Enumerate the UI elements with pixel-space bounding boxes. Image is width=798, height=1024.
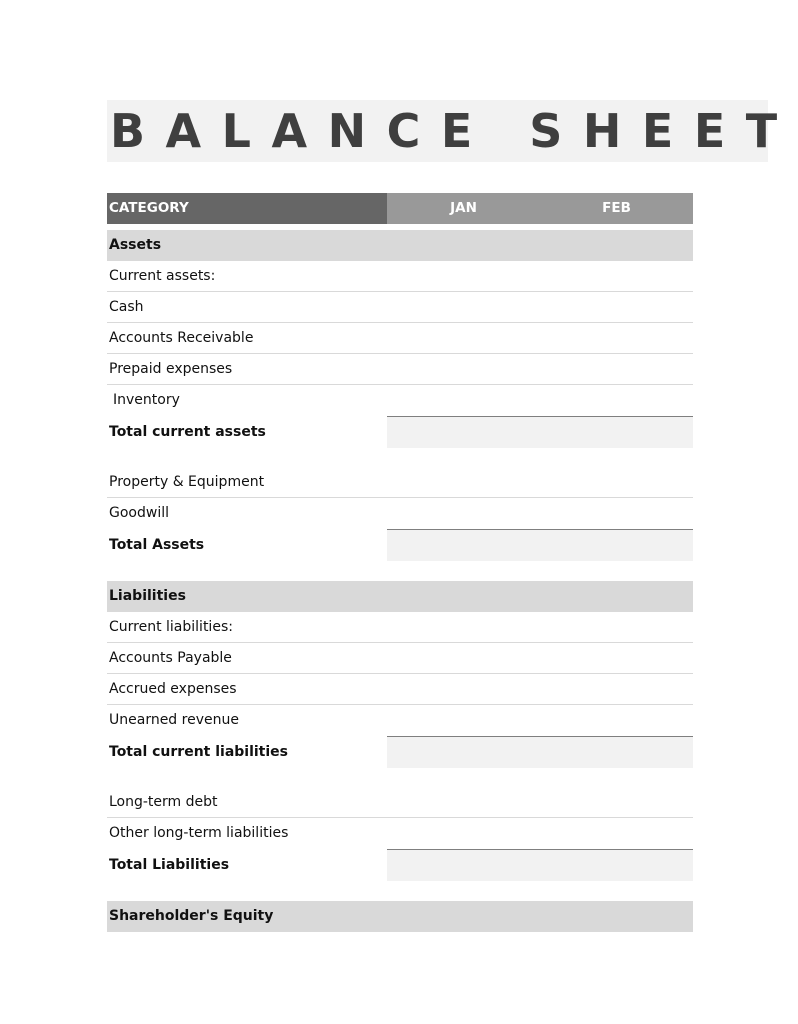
table-header-row [107,193,693,224]
total-label[interactable]: Total Liabilities [109,857,230,873]
title-container [107,100,798,162]
table-row [107,705,693,736]
table-row [107,385,693,416]
value-cell[interactable] [387,323,693,353]
table-row [107,261,693,292]
section-header-liabilities [107,581,693,612]
section-label[interactable]: Liabilities [109,588,186,604]
spacer [107,881,693,901]
table-row [107,323,693,354]
row-label[interactable]: Accrued expenses [109,681,237,697]
row-label[interactable]: Current liabilities: [109,619,233,635]
table-row [107,612,693,643]
row-label[interactable]: Property & Equipment [109,474,265,490]
page-title: BALANCE SHEET [110,104,798,158]
column-header-category[interactable]: CATEGORY [107,193,387,224]
total-row [107,529,693,561]
value-cell[interactable] [387,385,693,416]
section-value-cell[interactable] [387,581,693,612]
total-label[interactable]: Total Assets [109,537,205,553]
row-label[interactable]: Accounts Payable [109,650,232,666]
table-row [107,292,693,323]
spacer [107,561,693,581]
total-row [107,416,693,448]
spacer [107,448,693,467]
month-header-group [387,193,693,224]
value-cell[interactable] [387,261,693,291]
row-label[interactable]: Cash [109,299,144,315]
row-label[interactable]: Unearned revenue [109,712,239,728]
table-row [107,354,693,385]
total-value-cell[interactable] [387,416,693,448]
value-cell[interactable] [387,354,693,384]
row-label[interactable]: Long-term debt [109,794,218,810]
section-value-cell[interactable] [387,901,693,932]
table-row [107,818,693,849]
row-label[interactable]: Inventory [113,392,180,408]
balance-sheet-table [107,193,693,932]
section-value-cell[interactable] [387,230,693,261]
spacer [107,768,693,787]
total-value-cell[interactable] [387,736,693,768]
section-label[interactable]: Assets [109,237,162,253]
total-row [107,849,693,881]
total-value-cell[interactable] [387,849,693,881]
total-label[interactable]: Total current assets [109,424,266,440]
row-label[interactable]: Goodwill [109,505,169,521]
value-cell[interactable] [387,787,693,817]
row-label[interactable]: Accounts Receivable [109,330,254,346]
column-header-jan[interactable]: JAN [450,200,477,216]
table-row [107,787,693,818]
table-row [107,674,693,705]
value-cell[interactable] [387,674,693,704]
section-header-assets [107,230,693,261]
value-cell[interactable] [387,705,693,736]
value-cell[interactable] [387,467,693,497]
total-label[interactable]: Total current liabilities [109,744,289,760]
column-header-feb[interactable]: FEB [602,200,631,216]
row-label[interactable]: Current assets: [109,268,216,284]
table-row [107,467,693,498]
value-cell[interactable] [387,612,693,642]
table-row [107,643,693,674]
value-cell[interactable] [387,643,693,673]
value-cell[interactable] [387,818,693,849]
total-row [107,736,693,768]
value-cell[interactable] [387,292,693,322]
row-label[interactable]: Prepaid expenses [109,361,233,377]
table-row [107,498,693,529]
section-label[interactable]: Shareholder's Equity [109,908,274,924]
total-value-cell[interactable] [387,529,693,561]
section-header-equity [107,901,693,932]
row-label[interactable]: Other long-term liabilities [109,825,289,841]
value-cell[interactable] [387,498,693,529]
